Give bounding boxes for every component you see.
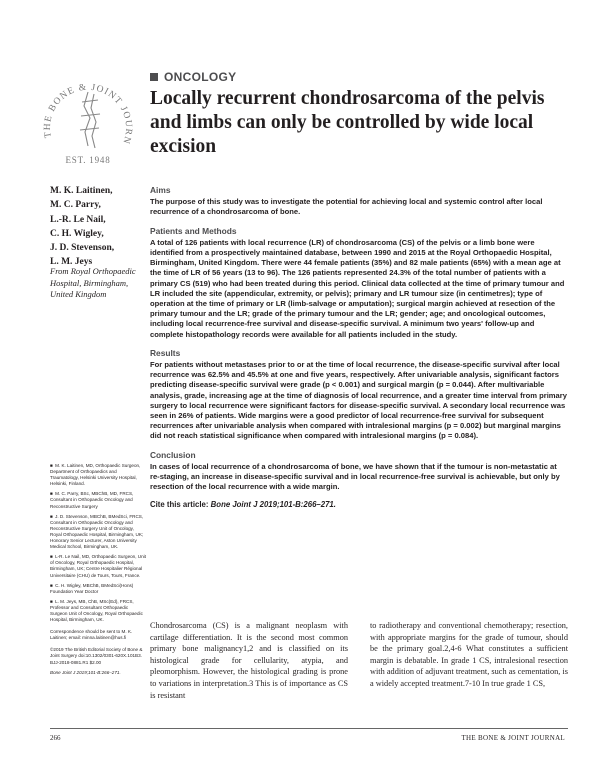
section-tag	[150, 70, 236, 84]
methods-heading: Patients and Methods	[150, 225, 237, 236]
conclusion-text: In cases of local recurrence of a chondrosarcoma of bone, we have shown that if the tumour is non-metastatic at re-staging, an increase in disease-specific survival and in local recurrence-free survival is achievable, but only by resection of the local recurrence with a wide margin.	[150, 461, 560, 492]
footer-rule	[50, 728, 568, 729]
body-column-2: to radiotherapy and conventional chemotherapy; resection, with appropriate margins for the grade of tumour, should be the primary goal.2,4-6 What constitutes a sufficient margin is debatable. In grade 1 CS, intralesional resection with addition of adjuvant treatment, such as cementation, is a widely accepted treatment.7-10 In true grade 1 CS,	[370, 621, 568, 688]
logo-text: THE BONE & JOINT JOURN	[42, 82, 134, 146]
results-heading: Results	[150, 347, 181, 358]
square-bullet-icon	[150, 73, 158, 81]
page-number: 266	[50, 734, 61, 742]
square-bullet-icon: ■	[50, 554, 53, 560]
author: M. C. Parry,	[50, 200, 101, 211]
cite-this-article	[150, 500, 568, 510]
footer-journal-name: THE BONE & JOINT JOURNAL	[461, 734, 565, 742]
abstract	[150, 185, 568, 511]
article-title: Locally recurrent chondrosarcoma of the pelvis and limbs can only be controlled by wide local excision	[150, 88, 545, 157]
author: M. K. Laitinen,	[50, 186, 113, 196]
aims-heading: Aims	[150, 185, 171, 195]
results-text: For patients without metastases prior to or at the time of local recurrence, the disease-specific survival after local recurrence was 62.5% and 45.5% at one and five years, respectively. After univariable analysis, significant factors predicting disease-specific survival were grade (p < 0.001) and surgical margin (p = 0.044). After multivariable analysis, grade, increasing age at the time of diagnosis of local recurrence, and a greater time interval from primary surgery to local recurrence were significant factors for disease-specific survival. A secondary local recurrence was seen in 26% of patients. Wide margins were a good predictor of local recurrence-free survival for subsequent recurrences after univariable analysis when compared with intralesional margins (p = 0.002) but marginal margins did not reach statistical significance when compared with intralesional margins (p = 0.084).	[150, 360, 567, 441]
institution-note: From Royal Orthopaedic Hospital, Birmingham, United Kingdom	[50, 266, 136, 299]
author: J. D. Stevenson,	[50, 243, 115, 254]
affiliation: ■ C. H. Wigley, MBChB, BMedSci(Hons) Foundation Year Doctor	[50, 582, 134, 594]
cite-reference: Bone Joint J 2019;101-B:266–271.	[210, 500, 336, 510]
correspondence: Correspondence should be sent to M. K. Laitinen; email: minna.laitinen@hus.fi	[50, 629, 133, 641]
copyright: ©2019 The British Editorial Society of Bone & Joint Surgery doi:10.1302/0301-620X.101B3. BJJ-2018-0881.R1 $2.00	[50, 647, 143, 665]
square-bullet-icon: ■	[50, 582, 53, 588]
square-bullet-icon: ■	[50, 513, 53, 519]
logo-est: EST. 1948	[65, 155, 111, 165]
author: L. M. Jeys	[50, 257, 93, 268]
body-column-1: Chondrosarcoma (CS) is a malignant neoplasm with cartilage differentiation. It is the second most common primary bone malignancy1,2 and is classified on its histological grade for cellularity, atypia, and pleomorphism. However, the histological grading is prone to variations in interpretation.3 This is of importance as CS is resistant	[150, 621, 348, 700]
conclusion-heading: Conclusion	[150, 449, 196, 460]
affiliations	[50, 463, 146, 680]
affiliation: ■ M. C. Parry, BSc, MBChB, MD, FRCS, Consultant in Orthopaedic Oncology and Reconstructive Surgery	[50, 491, 134, 509]
journal-citation: Bone Joint J 2019;101-B:266–271.	[50, 669, 121, 675]
square-bullet-icon: ■	[50, 491, 53, 497]
affiliation: ■ J. D. Stevenson, MBChB, BMedSci, FRCS, Consultant in Orthopaedic Oncology and Reconstructive Surgery Unit of Oncology, Royal Orthopaedic Hospital, Birmingham, UK; Honorary Senior Lecturer, Aston University Medical School, Birmingham, UK.	[50, 513, 144, 550]
section-label: ONCOLOGY	[164, 70, 237, 84]
author-list	[50, 184, 140, 270]
author: L.-R. Le Nail,	[50, 214, 106, 225]
cite-label: Cite this article:	[150, 500, 209, 510]
square-bullet-icon: ■	[50, 463, 53, 468]
aims-text: The purpose of this study was to investigate the potential for achieving local and systemic control after local recurrence of a chondrosarcoma of bone.	[150, 197, 543, 217]
author: C. H. Wigley,	[50, 228, 104, 239]
methods-text: A total of 126 patients with local recurrence (LR) of chondrosarcoma (CS) of the pelvis or a limb bone were identified from a prospectively maintained database, between 1990 and 2015 at the Royal Orthopaedic Hospital, Birmingham, United Kingdom. There were 44 female patients (35%) and 82 male patients (65%) with a mean age at the time of LR of 56 years (13 to 96). The 126 patients represented 24.3% of the total number of patients with a primary CS (519) who had been treated during this period. Clinical data collected at the time of primary tumour and LR included the site (appendicular, extremity, or pelvis); primary and LR tumour size (in centimetres); type of operation at the time of primary or LR (limb-salvage or amputation); surgical margin achieved at resection of the primary tumour and the LR; grade of the primary tumour and the LR; gender; age; and oncological outcomes, including local recurrence-free survival and disease-specific survival. A minimum two years' follow-up and complete histopathology records were available for all patients included in the study.	[150, 237, 565, 339]
journal-logo	[38, 62, 138, 170]
square-bullet-icon: ■	[50, 598, 53, 604]
affiliation: ■ M. K. Laitinen, MD, Orthopaedic Surgeon, Department of Orthopaedics and Traumatology, Helsinki University Hospital, Helsinki, Finland.	[50, 463, 141, 487]
affiliation: ■ L-R. Le Nail, MD, Orthopaedic Surgeon, Unit of Oncology, Royal Orthopaedic Hospital, Birmingham, UK; Centre Hospitalier Régional Universitaire (CHU) de Tours, Tours, France.	[50, 554, 146, 578]
affiliation: ■ L. M. Jeys, MB, ChB, MSc(Ed), FRCS, Professor and Consultant Orthopaedic Surgeon Unit of Oncology, Royal Orthopaedic Hospital, Birmingham, UK.	[50, 598, 143, 623]
